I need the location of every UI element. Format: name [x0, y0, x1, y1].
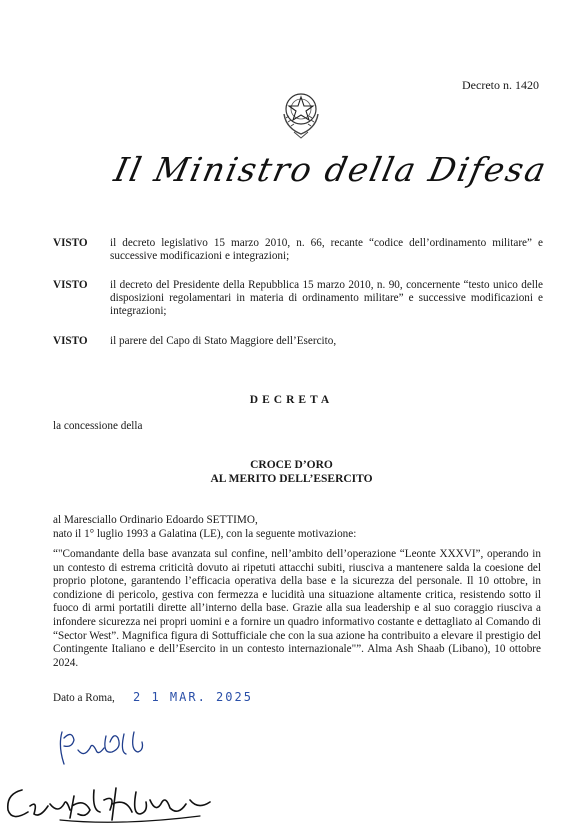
italian-republic-emblem-icon [276, 84, 326, 140]
decreta-heading: DECRETA [249, 394, 334, 406]
visto-keyword: VISTO [53, 237, 88, 249]
recipient-block [53, 513, 356, 541]
visto-keyword: VISTO [53, 279, 88, 291]
date-stamp: 2 1 MAR. 2025 [133, 690, 253, 704]
award-line-1: CROCE D’ORO [250, 459, 333, 471]
visto-clause-1 [53, 237, 543, 263]
visto-text: il decreto del Presidente della Repubblica 15 marzo 2010, n. 90, concernente “testo unico delle disposizioni regolamentari in materia di ordinamento militare” e successive modificazioni e integrazioni; [110, 279, 543, 317]
concessione-text: la concessione della [53, 420, 143, 432]
place-date-label: Dato a Roma, [53, 692, 115, 704]
visto-clause-2 [53, 279, 543, 318]
signature-minister-image [0, 770, 215, 831]
recipient-line-2: nato il 1° luglio 1993 a Galatina (LE), con la seguente motivazione: [53, 528, 357, 540]
ministry-title: Il Ministro della Difesa [110, 150, 552, 189]
visto-keyword: VISTO [53, 335, 88, 347]
motivation-text: “"Comandante della base avanzata sul confine, nell’ambito dell’operazione “Leonte XXXVI”, operando in un contesto di estrema criticità dovuto ai ripetuti attacchi subiti, riusciva a mantenere salda la coesione del proprio plotone, garantendo l’efficacia operativa della base e la sicurezza del personale. Il 10 ottobre, in condizione di pericolo, gestiva con fermezza e lucidità una situazione altamente critica, resistendo sotto il fuoco di armi portatili dirette all’interno della base. Grazie alla sua leadership e al suo coraggio riusciva a infondere sicurezza nei propri uomini e a fornire un quadro informativo costante e dettagliato al Comando di “Sector West”. Magnifica figura di Sottufficiale che con la sua azione ha contribuito a elevare il prestigio del Contingente Italiano e dell’Esercito in un contesto internazionale"”. Alma Ash Shaab (Libano), 10 ottobre 2024. [53, 548, 541, 669]
visto-text: il decreto legislativo 15 marzo 2010, n. 66, recante “codice dell’ordinamento militare” e successive modificazioni e integrazioni; [110, 237, 543, 262]
decree-number: Decreto n. 1420 [462, 78, 539, 92]
visto-clause-3 [53, 335, 543, 348]
signature-initials-image [52, 728, 172, 768]
recipient-line-1: al Maresciallo Ordinario Edoardo SETTIMO, [53, 514, 258, 526]
award-line-2: AL MERITO DELL’ESERCITO [210, 473, 373, 485]
award-title [0, 458, 583, 486]
visto-text: il parere del Capo di Stato Maggiore dell’Esercito, [110, 335, 337, 347]
